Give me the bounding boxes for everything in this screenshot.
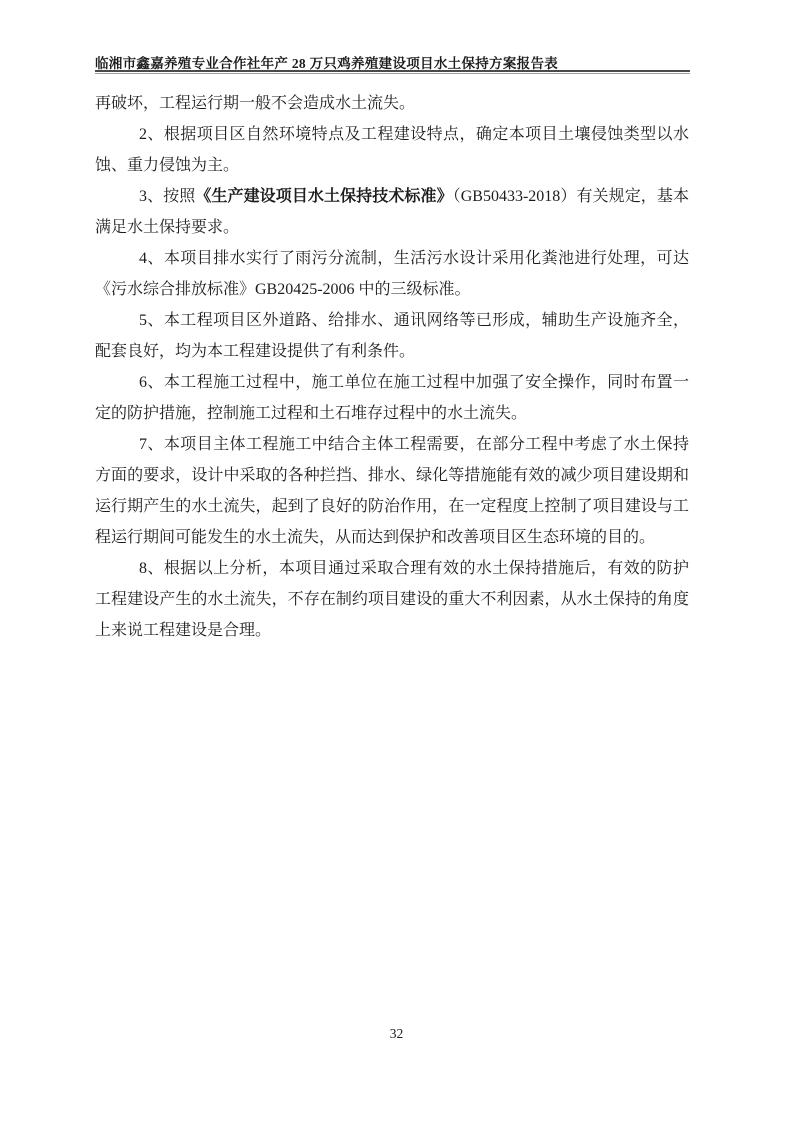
header-divider	[95, 70, 690, 74]
paragraph-3-prefix: 3、按照	[139, 188, 196, 205]
paragraph-2: 2、根据项目区自然环境特点及工程建设特点，确定本项目土壤侵蚀类型以水蚀、重力侵蚀为主。	[95, 126, 689, 174]
paragraph-1-continuation: 再破坏，工程运行期一般不会造成水土流失。	[95, 95, 416, 112]
paragraph-3-standard-title: 《生产建设项目水土保持技术标准》	[195, 188, 453, 205]
paragraph-5: 5、本工程项目区外道路、给排水、通讯网络等已形成，辅助生产设施齐全，配套良好，均为本工程建设提供了有利条件。	[95, 312, 689, 360]
page-header-title: 临湘市鑫嘉养殖专业合作社年产 28 万只鸡养殖建设项目水土保持方案报告表	[95, 56, 559, 71]
paragraph-4: 4、本项目排水实行了雨污分流制，生活污水设计采用化粪池进行处理，可达《污水综合排放标准》GB20425-2006 中的三级标准。	[95, 250, 689, 298]
document-body	[95, 88, 689, 646]
paragraph-8: 8、根据以上分析，本项目通过采取合理有效的水土保持措施后，有效的防护工程建设产生的水土流失，不存在制约项目建设的重大不利因素，从水土保持的角度上来说工程建设是合理。	[95, 560, 689, 639]
paragraph-6: 6、本工程施工过程中，施工单位在施工过程中加强了安全操作，同时布置一定的防护措施，控制施工过程和土石堆存过程中的水土流失。	[95, 374, 689, 422]
paragraph-3	[95, 181, 689, 243]
paragraph-3-suffix: （GB50433-2018）有关规定，基本满足水土保持要求。	[95, 188, 689, 236]
page-number: 32	[389, 1026, 404, 1041]
paragraph-7: 7、本项目主体工程施工中结合主体工程需要，在部分工程中考虑了水土保持方面的要求，设计中采取的各种拦挡、排水、绿化等措施能有效的减少项目建设期和运行期产生的水土流失，起到了良好的防治作用，在一定程度上控制了项目建设与工程运行期间可能发生的水土流失，从而达到保护和改善项目区生态环境的目的。	[95, 436, 689, 546]
